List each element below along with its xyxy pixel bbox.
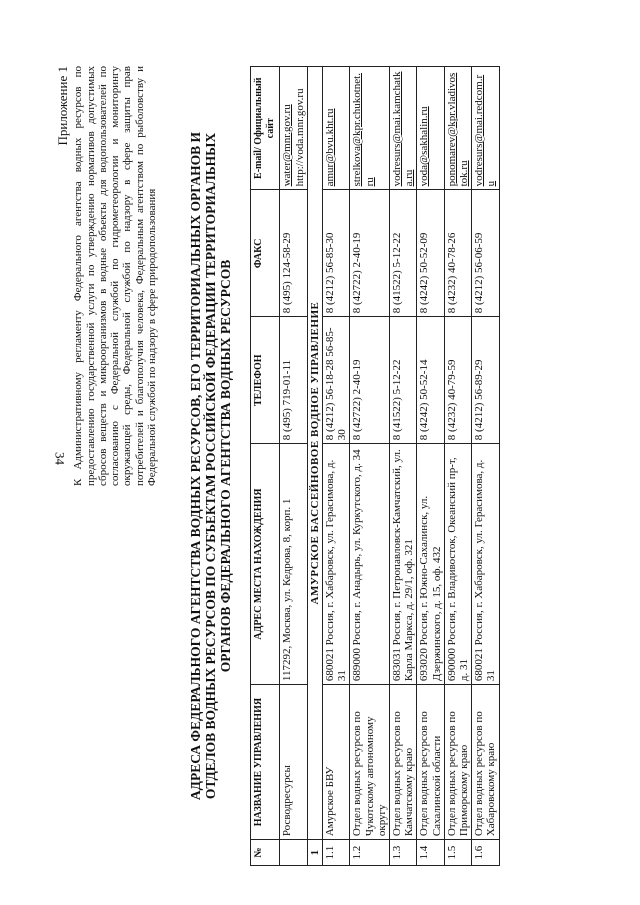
cell-name: Росводресурсы (280, 685, 307, 840)
email-link[interactable]: water@mnr.gov.ru (281, 104, 294, 187)
cell-web (280, 67, 307, 190)
table-row (444, 67, 471, 866)
cell-name: Отдел водных ресурсов по Камчатскому краю (390, 685, 417, 840)
appendix-block (57, 66, 158, 486)
cell-phone: 8 (4242) 50-52-14 (417, 317, 444, 444)
email-link[interactable]: ponomarev@kpr.vladivostok.ru (444, 67, 471, 190)
cell-name: Амурское БВУ (323, 685, 350, 840)
cell-fax: 8 (4242) 50-52-09 (417, 190, 444, 317)
email-link[interactable]: vodresurs@mai.redcom.ru (472, 67, 499, 190)
cell-num (280, 840, 307, 866)
table-row (390, 67, 417, 866)
cell-phone: 8 (42722) 2-40-19 (350, 317, 390, 444)
cell-num: 1.2 (350, 840, 390, 866)
cell-phone: 8 (4212) 56-89-29 (472, 317, 499, 444)
email-link[interactable]: amur@bvu.kht.ru (323, 67, 350, 190)
cell-name: Отдел водных ресурсов по Хабаровскому краю (472, 685, 499, 840)
rotated-page (51, 56, 561, 876)
header-name: НАЗВАНИЕ УПРАВЛЕНИЯ (251, 685, 280, 840)
table-row (280, 67, 307, 866)
section-num: 1 (307, 840, 322, 866)
cell-fax: 8 (4212) 56-06-59 (472, 190, 499, 317)
cell-address: 680021 Россия, г. Хабаровск, ул. Герасимова, д. 31 (323, 444, 350, 685)
section-title: АМУРСКОЕ БАССЕЙНОВОЕ ВОДНОЕ УПРАВЛЕНИЕ (307, 67, 322, 840)
email-link[interactable]: strelkova@kpr.chukotnet.ru (350, 67, 390, 190)
heading-line-3: ОРГАНОВ ФЕДЕРАЛЬНОГО АГЕНТСТВА ВОДНЫХ РЕСУРСОВ (218, 259, 233, 673)
table-row (417, 67, 444, 866)
cell-fax: 8 (495) 124-58-29 (280, 190, 307, 317)
cell-address: 117292, Москва, ул. Кедрова, 8, корп. 1 (280, 444, 307, 685)
cell-num: 1.4 (417, 840, 444, 866)
cell-num: 1.5 (444, 840, 471, 866)
cell-num: 1.1 (323, 840, 350, 866)
cell-num: 1.3 (390, 840, 417, 866)
cell-fax: 8 (42722) 2-40-19 (350, 190, 390, 317)
cell-phone: 8 (4212) 56-18-28 56-85-30 (323, 317, 350, 444)
page-number: 34 (52, 452, 68, 465)
cell-fax: 8 (4232) 40-78-26 (444, 190, 471, 317)
addresses-table (250, 66, 500, 866)
email-link[interactable]: voda@sakhalin.ru (417, 67, 444, 190)
cell-name: Отдел водных ресурсов по Сахалинской области (417, 685, 444, 840)
cell-address: 683031 Россия, г. Петропавловск-Камчатский, ул. Карла Маркса, д. 29/1, оф. 321 (390, 444, 417, 685)
cell-address: 690000 Россия, г. Владивосток, Океанский пр-т, д. 31 (444, 444, 471, 685)
cell-phone: 8 (495) 719-01-11 (280, 317, 307, 444)
section-row (307, 67, 322, 866)
document-heading (188, 56, 233, 876)
table-row (472, 67, 499, 866)
table-row (323, 67, 350, 866)
header-web: E-mail/ Официальный сайт (251, 67, 280, 190)
cell-name: Отдел водных ресурсов по Чукотскому автономному округу (350, 685, 390, 840)
site-link[interactable]: http://voda.mnr.gov.ru (293, 88, 306, 187)
heading-line-2: ОТДЕЛОВ ВОДНЫХ РЕСУРСОВ ПО СУБЪЕКТАМ РОССИЙСКОЙ ФЕДЕРАЦИИ ТЕРРИТОРИАЛЬНЫХ (203, 132, 218, 800)
heading-line-1: АДРЕСА ФЕДЕРАЛЬНОГО АГЕНТСТВА ВОДНЫХ РЕСУРСОВ, ЕГО ТЕРРИТОРИАЛЬНЫХ ОРГАНОВ И (188, 131, 203, 801)
cell-num: 1.6 (472, 840, 499, 866)
cell-address: 689000 Россия, г. Анадырь, ул. Куркутского, д. 34 (350, 444, 390, 685)
appendix-text: К Административному регламенту Федерального агентства водных ресурсов по предоставлению государственной услуги по утверждению нормативов допустимых сбросов веществ и микроорганизмов в водные объекты для водопользователей по согласованию с Федеральной службой по гидрометеорологии и мониторингу окружающей среды, Федеральной службой по надзору в сфере защиты прав потребителей и благополучия человека, Федеральным агентством по рыболовству и Федеральной службой по надзору в сфере природопользования (72, 66, 159, 486)
header-fax: ФАКС (251, 190, 280, 317)
table-row (350, 67, 390, 866)
cell-phone: 8 (41522) 5-12-22 (390, 317, 417, 444)
cell-address: 680021 Россия, г. Хабаровск, ул. Герасимова, д. 31 (472, 444, 499, 685)
cell-fax: 8 (41522) 5-12-22 (390, 190, 417, 317)
cell-phone: 8 (4232) 40-79-59 (444, 317, 471, 444)
cell-name: Отдел водных ресурсов по Приморскому краю (444, 685, 471, 840)
email-link[interactable]: vodresurs@mai.kamchatka.ru (390, 67, 417, 190)
cell-fax: 8 (4212) 56-85-30 (323, 190, 350, 317)
table-header-row (251, 67, 280, 866)
cell-address: 693020 Россия, г. Южно-Сахалинск, ул. Дзержинского, д. 15, оф. 432 (417, 444, 444, 685)
header-address: АДРЕС МЕСТА НАХОЖДЕНИЯ (251, 444, 280, 685)
header-num: № (251, 840, 280, 866)
header-phone: ТЕЛЕФОН (251, 317, 280, 444)
appendix-title: Приложение 1 (55, 66, 70, 146)
